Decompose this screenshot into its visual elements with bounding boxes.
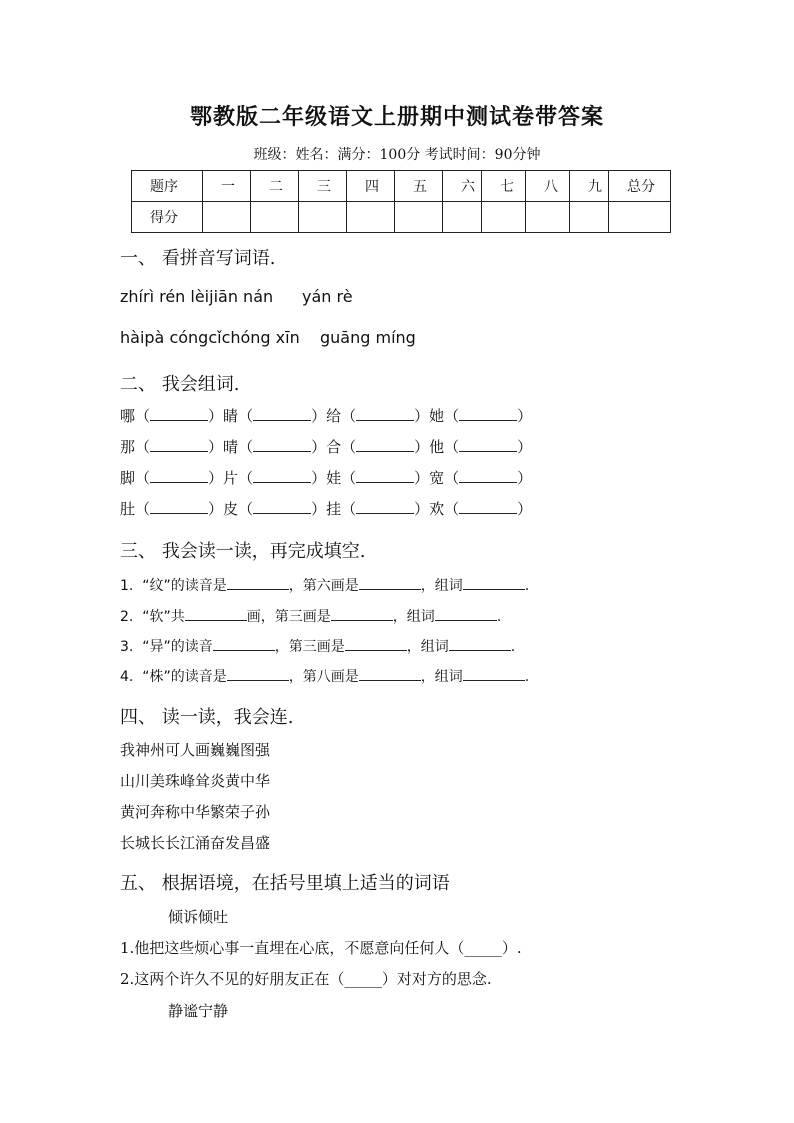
answer-blank[interactable] — [253, 438, 311, 452]
score-cell[interactable] — [526, 202, 570, 233]
header-cell: 五 — [395, 171, 443, 202]
answer-blank[interactable] — [356, 438, 414, 452]
zuci-char: 她 — [429, 407, 445, 425]
answer-blank[interactable] — [185, 608, 247, 621]
section-4-heading: 四、 读一读，我会连. — [120, 707, 294, 728]
zuci-char: 哪 — [120, 407, 136, 425]
item-number: 3. — [120, 639, 134, 655]
answer-blank[interactable] — [150, 438, 208, 452]
word-options: 倾诉倾吐 — [168, 908, 229, 926]
page-title: 鄂教版二年级语文上册期中测试卷带答案 — [189, 104, 604, 130]
section-3-heading: 三、 我会读一读，再完成填空. — [120, 541, 366, 562]
answer-blank[interactable] — [253, 407, 311, 421]
zuci-char: 那 — [120, 438, 136, 456]
item-text: “软”共 — [142, 609, 185, 625]
context-question: 2.这两个许久不见的好朋友正在（_____）对对方的思念. — [120, 970, 492, 988]
answer-blank[interactable] — [253, 469, 311, 483]
answer-blank[interactable] — [227, 577, 289, 590]
word-options: 静谧宁静 — [168, 1002, 229, 1020]
zuci-row: 脚（ ）片（ ）娃（ ）宽（ ） — [120, 469, 533, 487]
score-cell[interactable] — [395, 202, 443, 233]
fill-item: 3. “异”的读音 ，第三画是 ，组词 . — [120, 639, 516, 655]
score-cell[interactable] — [570, 202, 609, 233]
context-question: 1.他把这些烦心事一直埋在心底，不愿意向任何人（_____）. — [120, 939, 522, 957]
pinyin-text: zhírì rén lèijiān nán — [120, 287, 274, 306]
zuci-char: 睛 — [223, 407, 239, 425]
answer-blank[interactable] — [356, 469, 414, 483]
header-cell: 题序 — [132, 171, 203, 202]
answer-blank[interactable] — [463, 577, 525, 590]
fill-item: 1. “纹”的读音是 ，第六画是 ，组词 . — [120, 578, 530, 594]
exam-info: 班级：姓名：满分：100分 考试时间：90分钟 — [253, 147, 541, 163]
item-text: ，组词 — [420, 669, 463, 685]
fill-item: 2. “软”共 画，第三画是 ，组词 . — [120, 609, 502, 625]
score-cell[interactable] — [482, 202, 526, 233]
answer-blank[interactable] — [356, 407, 414, 421]
header-cell: 总分 — [609, 171, 671, 202]
item-text: “异”的读音 — [142, 639, 213, 655]
section-5-heading: 五、 根据语境，在括号里填上适当的词语 — [120, 873, 450, 894]
zuci-char: 晴 — [223, 438, 239, 456]
zuci-char: 给 — [326, 407, 342, 425]
header-cell: 六 — [443, 171, 482, 202]
row-label: 得分 — [132, 202, 203, 233]
score-cell[interactable] — [299, 202, 347, 233]
zuci-char: 娃 — [326, 469, 342, 487]
answer-blank[interactable] — [345, 638, 407, 651]
zuci-char: 合 — [326, 438, 342, 456]
answer-blank[interactable] — [253, 500, 311, 514]
pinyin-text: yán rè — [302, 287, 353, 306]
item-text: “株”的读音是 — [142, 669, 227, 685]
item-text: ，第六画是 — [288, 578, 359, 594]
header-cell: 四 — [347, 171, 395, 202]
score-cell[interactable] — [203, 202, 251, 233]
zuci-char: 皮 — [223, 500, 239, 518]
score-cell[interactable] — [609, 202, 671, 233]
header-cell: 三 — [299, 171, 347, 202]
zuci-char: 他 — [429, 438, 445, 456]
lian-line: 黄河奔称中华繁荣子孙 — [120, 803, 271, 821]
header-cell: 七 — [482, 171, 526, 202]
section-2-heading: 二、 我会组词. — [120, 374, 240, 395]
item-text: ，第三画是 — [274, 639, 345, 655]
score-table — [131, 170, 671, 233]
score-table-score-row — [132, 202, 671, 233]
item-text: ，组词 — [406, 639, 449, 655]
score-cell[interactable] — [443, 202, 482, 233]
answer-blank[interactable] — [459, 500, 517, 514]
score-cell[interactable] — [347, 202, 395, 233]
answer-blank[interactable] — [331, 608, 393, 621]
answer-blank[interactable] — [213, 638, 275, 651]
zuci-char: 脚 — [120, 469, 136, 487]
header-cell: 一 — [203, 171, 251, 202]
score-cell[interactable] — [251, 202, 299, 233]
answer-blank[interactable] — [227, 668, 289, 681]
item-text: ，组词 — [420, 578, 463, 594]
header-cell: 二 — [251, 171, 299, 202]
zuci-row: 那（ ）晴（ ）合（ ）他（ ） — [120, 438, 533, 456]
zuci-row: 肚（ ）皮（ ）挂（ ）欢（ ） — [120, 500, 533, 518]
zuci-char: 挂 — [326, 500, 342, 518]
score-table-header-row — [132, 171, 671, 202]
fill-item: 4. “株”的读音是 ，第八画是 ，组词 . — [120, 669, 530, 685]
answer-blank[interactable] — [459, 407, 517, 421]
answer-blank[interactable] — [150, 500, 208, 514]
item-text: ，第八画是 — [288, 669, 359, 685]
header-cell: 九 — [570, 171, 609, 202]
item-number: 1. — [120, 578, 134, 594]
answer-blank[interactable] — [359, 668, 421, 681]
answer-blank[interactable] — [435, 608, 497, 621]
zuci-char: 肚 — [120, 500, 136, 518]
answer-blank[interactable] — [449, 638, 511, 651]
answer-blank[interactable] — [150, 469, 208, 483]
item-number: 2. — [120, 609, 134, 625]
answer-blank[interactable] — [359, 577, 421, 590]
pinyin-line — [120, 328, 416, 347]
lian-line: 长城长长江涌奋发昌盛 — [120, 834, 271, 852]
header-cell: 八 — [526, 171, 570, 202]
lian-line: 山川美珠峰耸炎黄中华 — [120, 772, 271, 790]
section-1-heading: 一、 看拼音写词语. — [120, 248, 276, 269]
pinyin-line — [120, 287, 353, 306]
item-text: 画，第三画是 — [246, 609, 331, 625]
zuci-char: 宽 — [429, 469, 445, 487]
answer-blank[interactable] — [150, 407, 208, 421]
zuci-row: 哪（ ）睛（ ）给（ ）她（ ） — [120, 407, 533, 425]
zuci-char: 片 — [223, 469, 239, 487]
answer-blank[interactable] — [459, 469, 517, 483]
item-text: ，组词 — [392, 609, 435, 625]
answer-blank[interactable] — [463, 668, 525, 681]
zuci-char: 欢 — [429, 500, 445, 518]
lian-line: 我神州可人画巍巍图强 — [120, 741, 271, 759]
item-text: “纹”的读音是 — [142, 578, 227, 594]
item-number: 4. — [120, 669, 134, 685]
answer-blank[interactable] — [459, 438, 517, 452]
answer-blank[interactable] — [356, 500, 414, 514]
pinyin-text: guāng míng — [320, 328, 416, 347]
pinyin-text: hàipà cóngcǐchóng xīn — [120, 328, 300, 347]
